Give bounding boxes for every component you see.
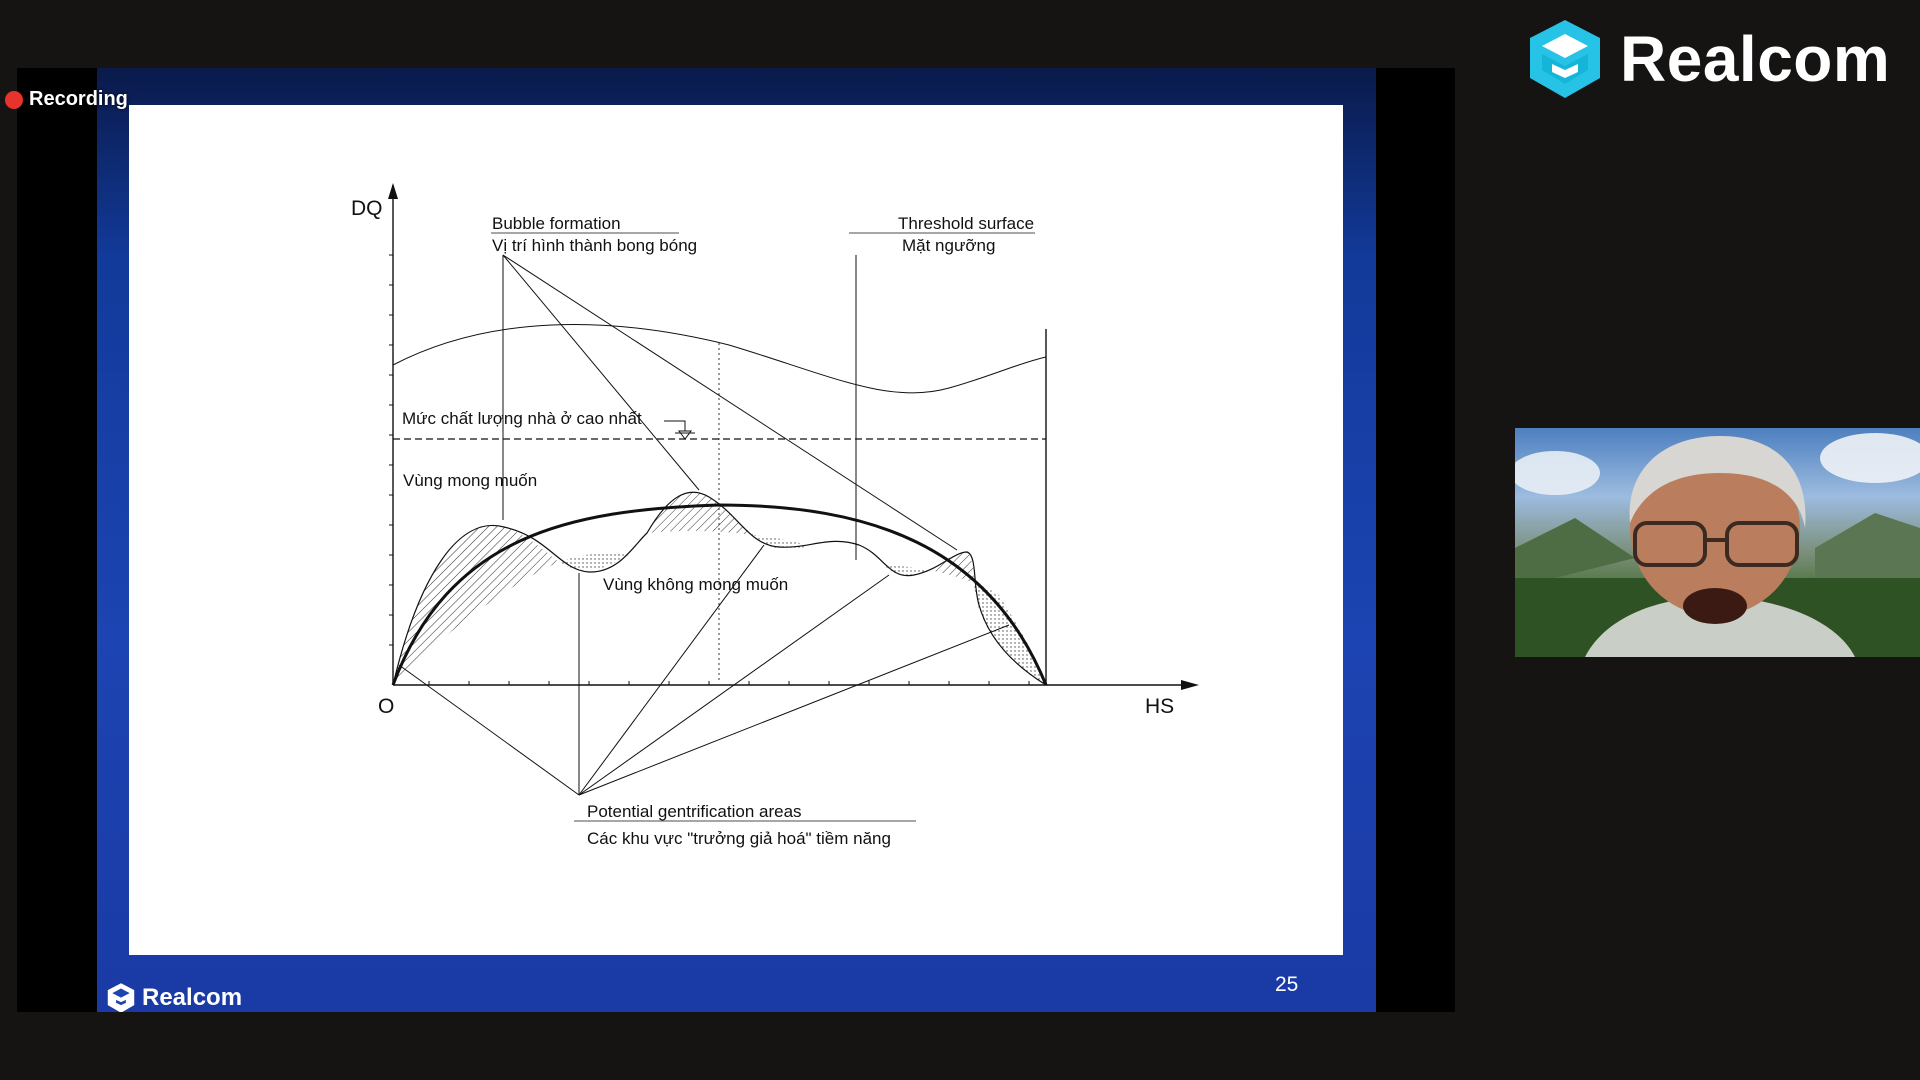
desired-zone-label: Vùng mong muốn [403, 471, 538, 490]
origin-label: O [378, 695, 395, 718]
shared-screen [17, 68, 1455, 1012]
recording-label: Recording [29, 88, 128, 110]
y-axis-label: DQ [351, 197, 383, 220]
x-axis [393, 680, 1199, 690]
participant-video-tile[interactable] [1515, 428, 1920, 657]
max-quality-label: Mức chất lượng nhà ở cao nhất [402, 409, 642, 428]
threshold-label-vi: Mặt ngưỡng [902, 236, 996, 255]
record-dot-icon [5, 91, 23, 109]
slide-canvas [129, 105, 1343, 955]
brand-logo [1520, 14, 1900, 104]
page-number: 25 [1275, 973, 1299, 996]
undesired-zone-label: Vùng không mong muốn [603, 575, 789, 594]
y-axis [388, 183, 398, 685]
slide-frame [97, 68, 1376, 1012]
recording-indicator [5, 88, 128, 111]
gentrification-diagram [129, 105, 1343, 955]
brand-name: Realcom [1620, 23, 1891, 95]
realcom-logo-icon [104, 981, 138, 1012]
x-axis-label: HS [1145, 695, 1175, 718]
slide-footer-logo [104, 981, 242, 1012]
gentrification-area [974, 583, 1046, 685]
bubble-label-vi: Vị trí hình thành bong bóng [492, 236, 698, 255]
realcom-logo-icon [1520, 14, 1610, 104]
bubble-label-en: Bubble formation [492, 214, 621, 233]
threshold-label-en: Threshold surface [898, 214, 1035, 233]
bubble-area-2 [647, 492, 754, 535]
gentrification-label-vi: Các khu vực "trưởng giả hoá" tiềm năng [587, 829, 891, 848]
slide-footer-brand: Realcom [142, 984, 243, 1011]
person-video-icon [1515, 428, 1920, 657]
gentrification-label-en: Potential gentrification areas [587, 802, 802, 821]
axis-ticks [389, 255, 1029, 685]
bubble-area-3 [929, 552, 974, 583]
